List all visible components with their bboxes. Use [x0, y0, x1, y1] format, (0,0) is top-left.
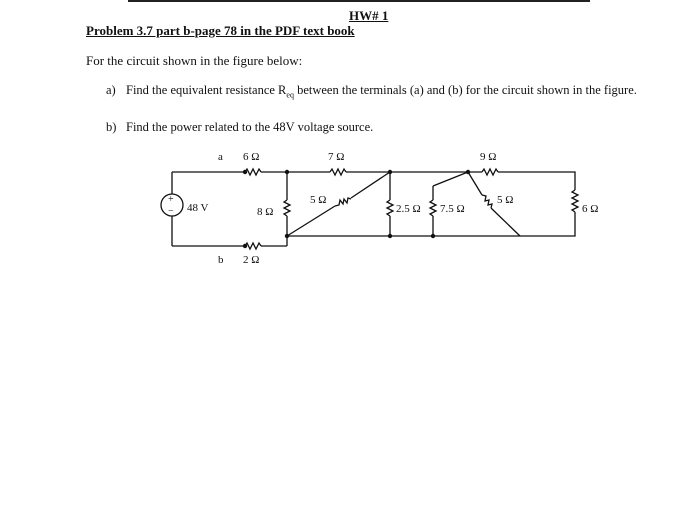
r6-right-resistor [572, 190, 578, 212]
source-minus: − [168, 206, 174, 217]
question-a-text-after: between the terminals (a) and (b) for the circuit shown in the figure. [293, 83, 637, 97]
r5-diag2-resistor [482, 195, 492, 208]
source-plus: + [168, 194, 174, 205]
problem-title: Problem 3.7 part b-page 78 in the PDF text book [86, 23, 355, 38]
terminal-b-label: b [218, 254, 224, 266]
wire-diag-left2 [351, 172, 390, 198]
question-a-text-before: Find the equivalent resistance R [126, 83, 287, 97]
r2-5-label: 2.5 Ω [396, 203, 421, 215]
r6-top-resistor [245, 169, 261, 175]
source-label: 48 V [187, 202, 209, 214]
r8-resistor [284, 200, 290, 216]
node-bottom-25 [388, 234, 392, 238]
r5-diag2-label: 5 Ω [497, 194, 514, 206]
hw-title: HW# 1 [349, 8, 389, 23]
r9-top-label: 9 Ω [480, 151, 497, 163]
r7-top-label: 7 Ω [328, 151, 345, 163]
r7-5-label: 7.5 Ω [440, 203, 465, 215]
question-a-label: a) [106, 83, 116, 97]
wire-r75-link [433, 172, 468, 186]
node-bottom-8 [285, 234, 289, 238]
r9-top-resistor [482, 169, 498, 175]
node-b [243, 244, 247, 248]
question-a-subscript: eq [286, 90, 294, 100]
node-a [243, 170, 247, 174]
r6-right-label: 6 Ω [582, 203, 599, 215]
r2-bottom-resistor [245, 243, 261, 249]
r8-label: 8 Ω [257, 206, 274, 218]
question-b-label: b) [106, 120, 117, 134]
wire-diag-left [287, 206, 335, 236]
node-top-25 [388, 170, 392, 174]
intro-text: For the circuit shown in the figure below: [86, 53, 303, 68]
wire-diag-right2 [491, 208, 520, 236]
r2-5-resistor [387, 200, 393, 216]
wire-top-right [498, 172, 575, 190]
wire-diag-right [468, 172, 482, 195]
r2-bottom-label: 2 Ω [243, 254, 260, 266]
node-bottom-75 [431, 234, 435, 238]
r7-top-resistor [330, 169, 346, 175]
r5-diag-resistor [335, 198, 351, 206]
question-b-text: Find the power related to the 48V voltage source. [126, 120, 374, 134]
wire-bottom-main [287, 222, 575, 236]
node-top-8 [285, 170, 289, 174]
r7-5-resistor [430, 200, 436, 216]
terminal-a-label: a [218, 151, 223, 163]
r6-top-label: 6 Ω [243, 151, 260, 163]
node-top-right [466, 170, 470, 174]
r5-diag-label: 5 Ω [310, 194, 327, 206]
